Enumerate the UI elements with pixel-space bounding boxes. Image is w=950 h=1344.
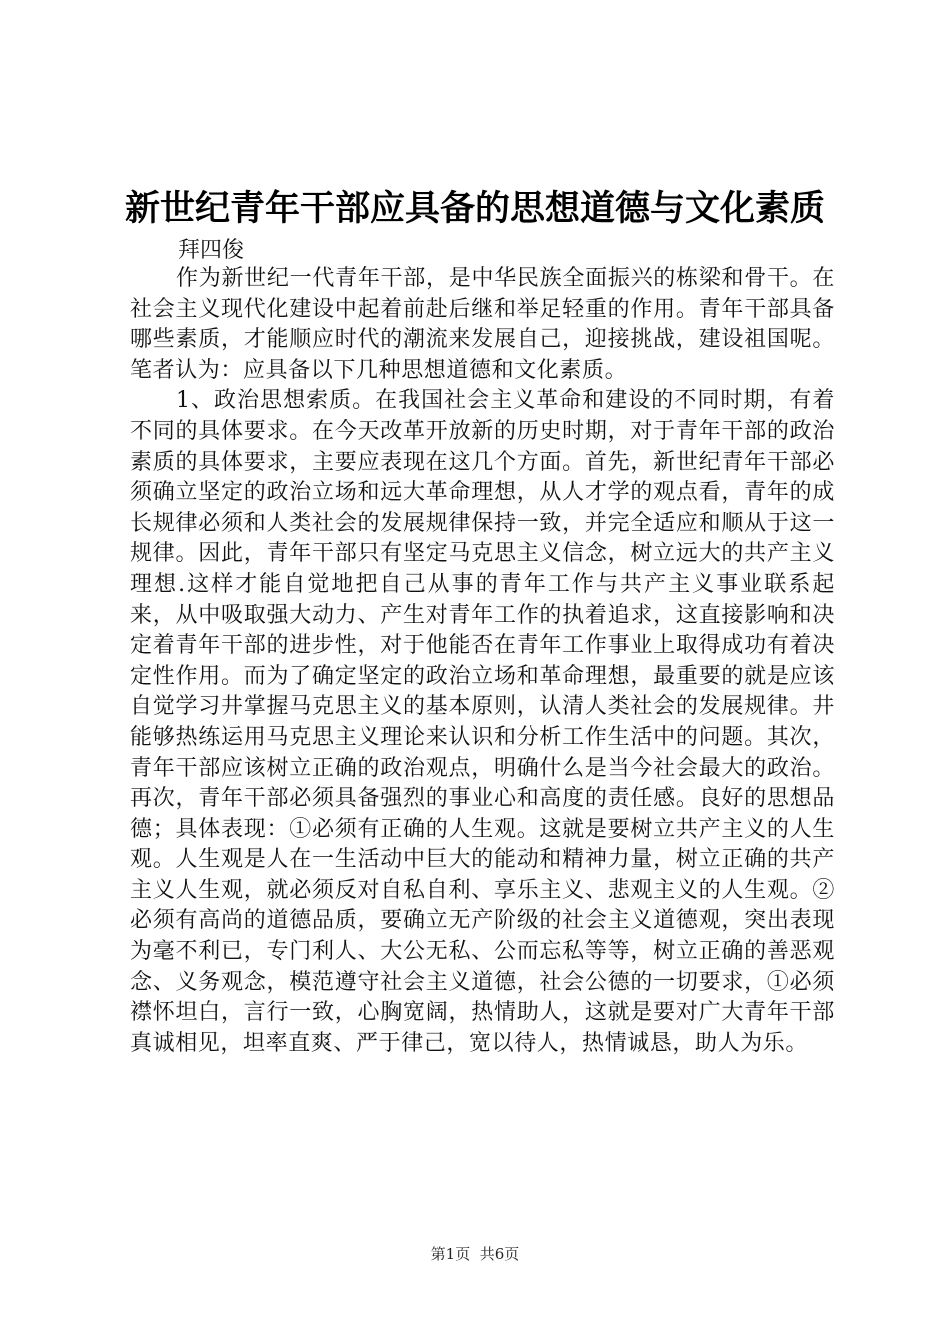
page-footer bbox=[0, 1244, 950, 1264]
document-body bbox=[130, 264, 835, 1059]
paragraph-intro: 作为新世纪一代青年干部，是中华民族全面振兴的栋梁和骨干。在社会主义现代化建设中起着前赴后继和举足轻重的作用。青年干部具备哪些素质，才能顺应时代的潮流来发展自己，迎接挑战，建设祖国呢。笔者认为：应具备以下几种思想道德和文化素质。 bbox=[130, 266, 835, 383]
paragraph-political-quality: 1、政治思想索质。在我国社会主义革命和建设的不同时期，有着不同的具体要求。在今天改革开放新的历史时期，对于青年干部的政治素质的具体要求，主要应表现在这几个方面。首先，新世纪青年干部必须确立坚定的政治立场和远大革命理想，从人才学的观点看，青年的成长规律必须和人类社会的发展规律保持一致，并完全适应和顺从于这一规律。因此，青年干部只有坚定马克思主义信念，树立远大的共产主义理想.这样才能自觉地把自己从事的青年工作与共产主义事业联系起来，从中吸取强大动力、产生对青年工作的执着追求，这直接影响和决定着青年干部的进步性，对于他能否在青年工作事业上取得成功有着决定性作用。而为了确定坚定的政治立场和革命理想，最重要的就是应该自觉学习井掌握马克思主义的基本原则，认清人类社会的发展规律。井能够热练运用马克思主义理论来认识和分析工作生活中的问题。其次，青年干部应该树立正确的政治观点，明确什么是当今社会最大的政治。再次，青年干部必须具备强烈的事业心和高度的责任感。良好的思想品德；具体表现：①必须有正确的人生观。这就是要树立共产主义的人生观。人生观是人在一生活动中巨大的能动和精神力量，树立正确的共产主义人生观，就必须反对自私自利、享乐主义、悲观主义的人生观。②必须有高尚的道德品质，要确立无产阶级的社会主义道德观，突出表现为毫不利已，专门利人、大公无私、公而忘私等等，树立正确的善恶观念、义务观念，模范遵守社会主义道德，社会公德的一切要求，①必须襟怀坦白，言行一致，心胸宽阔，热情助人，这就是要对广大青年干部真诚相见，坦率直爽、严于律己，宽以待人，热情诚恳，助人为乐。 bbox=[130, 388, 835, 1056]
author-name: 拜四俊 bbox=[178, 238, 245, 263]
page-number: 第1页 bbox=[430, 1245, 471, 1263]
document-title: 新世纪青年干部应具备的思想道德与文化素质 bbox=[124, 189, 825, 229]
page-total: 共6页 bbox=[479, 1245, 520, 1263]
